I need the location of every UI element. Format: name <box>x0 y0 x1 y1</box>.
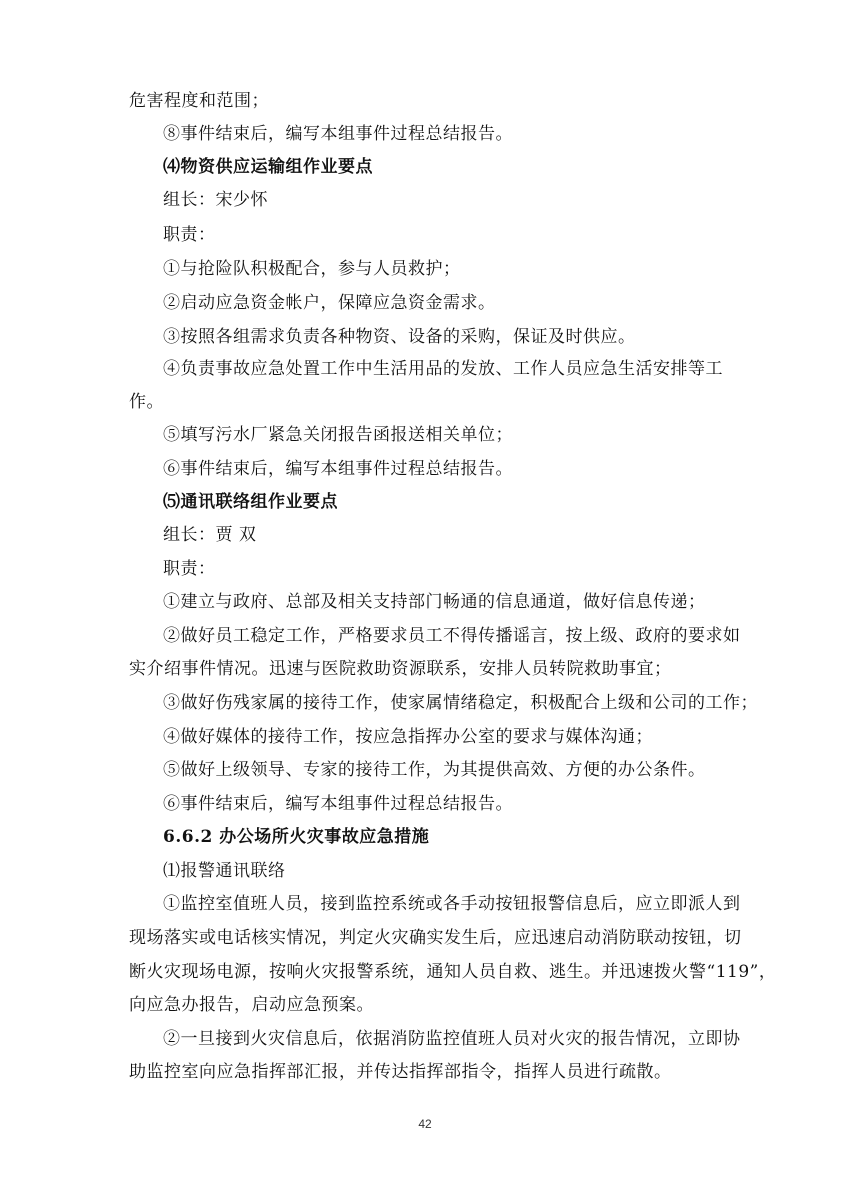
page-number: 42 <box>418 1117 432 1131</box>
list-item: ⑥事件结束后，编写本组事件过程总结报告。 <box>163 459 513 479</box>
list-item: ②启动应急资金帐户，保障应急资金需求。 <box>163 293 496 313</box>
list-item: ③按照各组需求负责各种物资、设备的采购，保证及时供应。 <box>163 327 636 347</box>
paragraph-line: 向应急办报告，启动应急预案。 <box>129 995 374 1015</box>
group-leader: 组长：宋少怀 <box>163 190 268 210</box>
subsection-heading: 6.6.2 办公场所火灾事故应急措施 <box>163 827 430 847</box>
list-item: ⑥事件结束后，编写本组事件过程总结报告。 <box>163 794 513 814</box>
list-item: ①建立与政府、总部及相关支持部门畅通的信息通道，做好信息传递； <box>163 592 706 612</box>
section-heading: ⑸通讯联络组作业要点 <box>163 492 338 512</box>
list-item: ③做好伤残家属的接待工作，使家属情绪稳定，积极配合上级和公司的工作； <box>163 693 758 713</box>
paragraph-line: 助监控室向应急指挥部汇报，并传达指挥部指令，指挥人员进行疏散。 <box>129 1062 672 1082</box>
list-item: ②一旦接到火灾信息后，依据消防监控值班人员对火灾的报告情况，立即协 <box>163 1029 741 1049</box>
list-item: ⑧事件结束后，编写本组事件过程总结报告。 <box>163 124 513 144</box>
list-item: ④负责事故应急处置工作中生活用品的发放、工作人员应急生活安排等工 <box>163 359 723 379</box>
paragraph-heading: ⑴报警通讯联络 <box>163 861 286 881</box>
duties-label: 职责： <box>163 225 216 245</box>
paragraph-line: 实介绍事件情况。迅速与医院救助资源联系，安排人员转院救助事宜； <box>129 659 672 679</box>
list-item: ①监控室值班人员，接到监控系统或各手动按钮报警信息后，应立即派人到 <box>163 894 741 914</box>
group-leader: 组长：贾 双 <box>163 525 257 545</box>
duties-label: 职责： <box>163 559 216 579</box>
list-item: ②做好员工稳定工作，严格要求员工不得传播谣言，按上级、政府的要求如 <box>163 626 741 646</box>
paragraph-line: 作。 <box>129 392 164 412</box>
list-item: ④做好媒体的接待工作，按应急指挥办公室的要求与媒体沟通； <box>163 727 653 747</box>
list-item: ①与抢险队积极配合，参与人员救护； <box>163 259 461 279</box>
section-heading: ⑷物资供应运输组作业要点 <box>163 157 373 177</box>
paragraph-line: 断火灾现场电源，按响火灾报警系统，通知人员自救、逃生。并迅速拨火警“119”， <box>129 962 777 982</box>
list-item: ⑤做好上级领导、专家的接待工作，为其提供高效、方便的办公条件。 <box>163 760 706 780</box>
paragraph-line: 危害程度和范围； <box>129 91 269 111</box>
list-item: ⑤填写污水厂紧急关闭报告函报送相关单位； <box>163 425 513 445</box>
paragraph-line: 现场落实或电话核实情况，判定火灾确实发生后，应迅速启动消防联动按钮，切 <box>129 928 742 948</box>
